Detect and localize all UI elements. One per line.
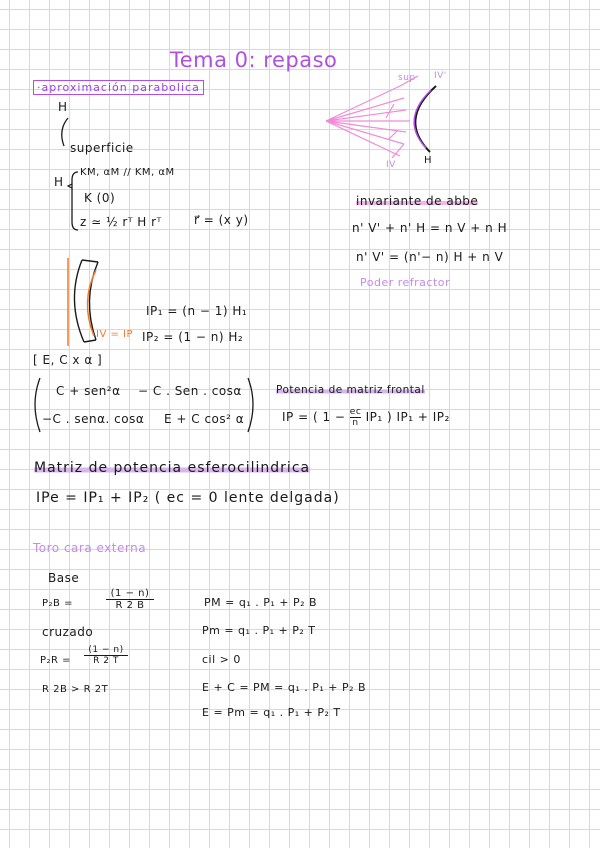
toro-p2b-fraction <box>106 588 154 611</box>
diagram-sup-label: sup <box>398 73 416 83</box>
toro-cruzado-label: cruzado <box>42 625 94 639</box>
toro-p2r-left: P₂R = <box>40 655 72 666</box>
frontal-frac-den: n <box>352 418 359 428</box>
diagram-iv-bottom-label: IV <box>386 160 396 170</box>
matrix-a22: E + C cos² α <box>164 412 245 426</box>
esfero-eq: IPe = IP₁ + IP₂ ( ec = 0 lente delgada) <box>36 490 340 506</box>
H-def-line1: KM, αM // KM, αM <box>80 167 175 178</box>
esfero-heading <box>34 460 310 476</box>
esfero-heading-text: Matriz de potencia esferocilindrica <box>34 460 311 476</box>
r-vector: r⃗ = (x y) <box>194 213 249 227</box>
toro-base-label: Base <box>48 571 80 585</box>
frontal-fraction <box>350 407 362 428</box>
toro-p2r-fraction <box>84 645 128 666</box>
section-paraxial-heading: ·aproximación parabolica <box>33 80 204 95</box>
matrix-a11: C + sen²α <box>56 384 121 398</box>
matrix-a12: − C . Sen . cosα <box>138 384 242 398</box>
frontal-eq-left: IP = ( 1 − <box>282 410 350 424</box>
abbe-eq2: n' V' = (n'− n) H + n V <box>356 250 504 264</box>
diagram-H-label: H <box>424 155 433 166</box>
toro-p2b-num: (1 − n) <box>106 588 154 600</box>
page-title: Tema 0: repaso <box>170 48 338 72</box>
toro-p2b-den: R 2 B <box>115 600 145 611</box>
matrix-bracket-label: [ E, C x α ] <box>33 353 103 367</box>
lens-P1: IP₁ = (n − 1) H₁ <box>146 304 248 318</box>
toro-pm: Pm = q₁ . P₁ + P₂ T <box>202 624 316 637</box>
superficie-label: superficie <box>70 141 134 155</box>
toro-ineq: R 2B > R 2T <box>42 684 109 695</box>
toro-p2b-left: P₂B = <box>42 598 73 609</box>
diagram-iv-top-label: IV' <box>434 71 447 81</box>
toro-pM: PM = q₁ . P₁ + P₂ B <box>204 596 318 609</box>
toro-e: E = Pm = q₁ . P₁ + P₂ T <box>202 706 341 719</box>
H-def-line2: K (0) <box>84 191 116 205</box>
matrix-a21: −C . senα. cosα <box>42 412 145 426</box>
frontal-frac-num: ec <box>349 407 362 417</box>
frontal-heading <box>276 384 425 396</box>
frontal-eq-right: IP₁ ) IP₁ + IP₂ <box>361 410 450 424</box>
abbe-heading-text: invariante de abbe <box>356 194 479 208</box>
lens-P2: IP₂ = (1 − n) H₂ <box>142 330 244 344</box>
toro-cil: cil > 0 <box>202 653 241 666</box>
toro-heading: Toro cara externa <box>33 541 147 555</box>
toro-p2r-den: R 2 T <box>93 656 119 666</box>
frontal-eq <box>282 407 450 428</box>
H-def-line3: z ≃ ½ rᵀ H rᵀ <box>80 215 162 229</box>
lens-iv-label: IV = IP <box>96 329 134 340</box>
frontal-heading-text: Potencia de matriz frontal <box>276 384 425 396</box>
H-def-label: H <box>54 175 64 189</box>
toro-eplus: E + C = PM = q₁ . P₁ + P₂ B <box>202 681 367 694</box>
toro-p2r-num: (1 − n) <box>84 645 128 656</box>
abbe-eq1: n' V' + n' H = n V + n H <box>352 221 508 235</box>
poder-refractor-label: Poder refractor <box>360 276 451 289</box>
surface-H-label: H <box>58 100 68 114</box>
